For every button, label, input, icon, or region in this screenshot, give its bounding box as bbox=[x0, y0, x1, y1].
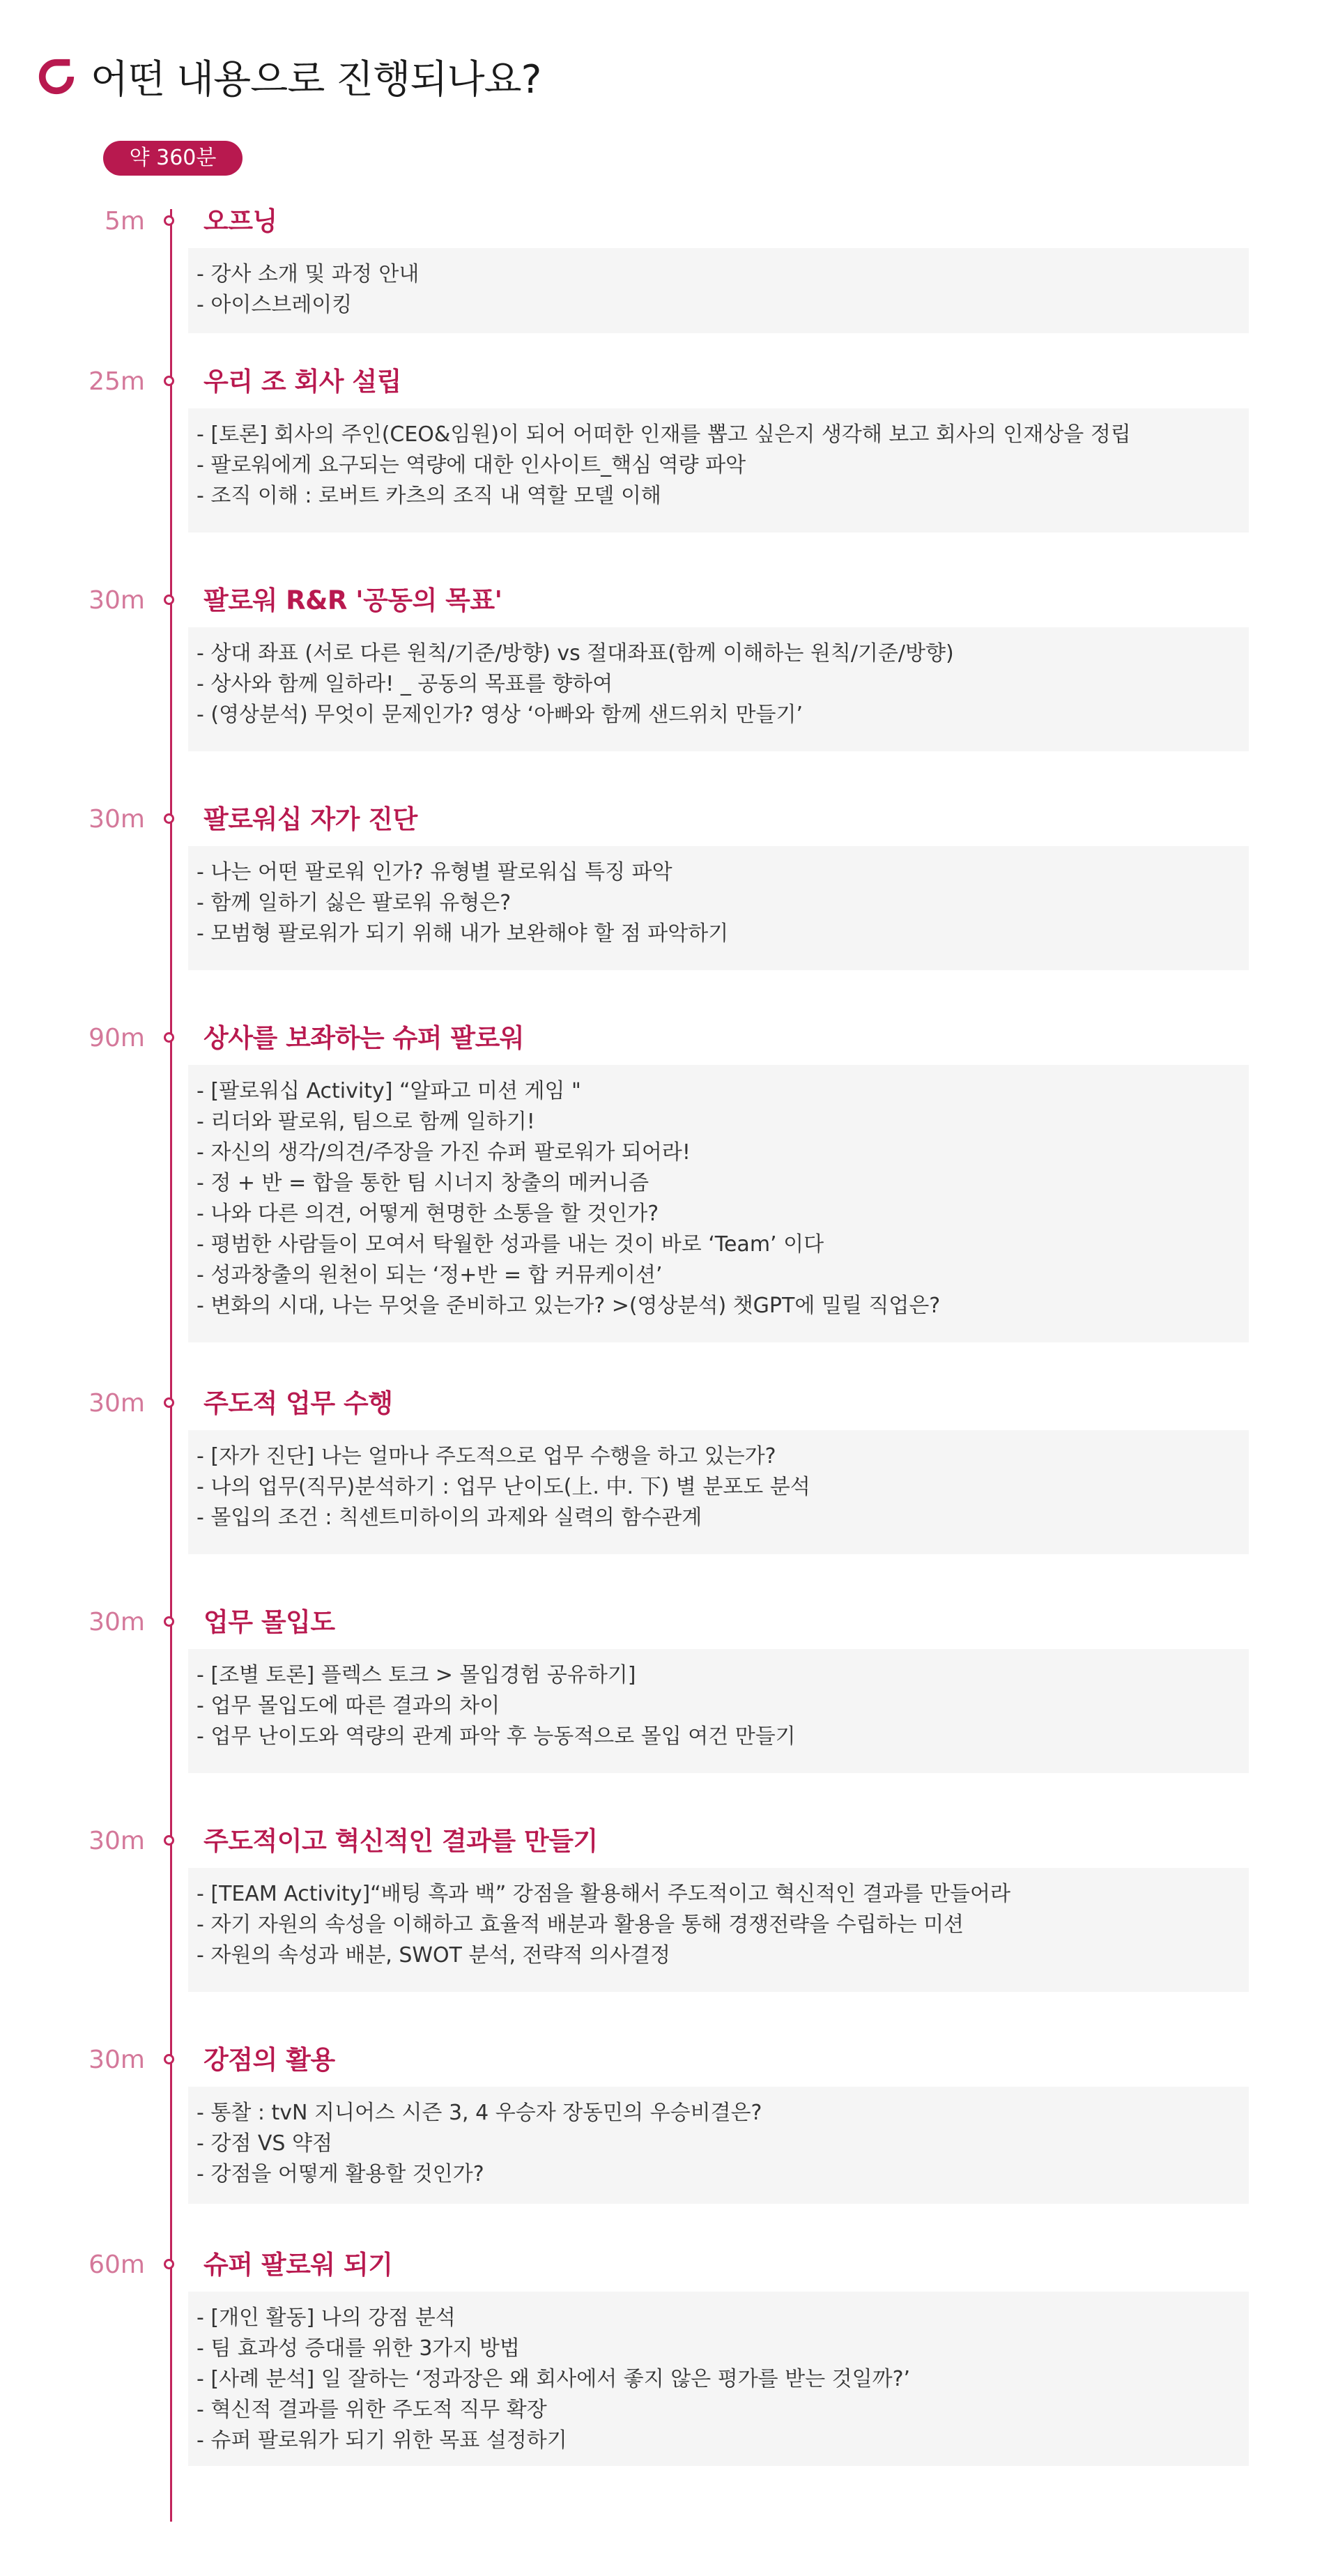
timeline-dot-icon bbox=[164, 2259, 174, 2269]
timeline-dot-icon bbox=[164, 215, 174, 226]
section-item: - [팔로워십 Activity] “알파고 미션 게임 " bbox=[197, 1079, 581, 1103]
section-item: - 자원의 속성과 배분, SWOT 분석, 전략적 의사결정 bbox=[197, 1943, 670, 1968]
section-title: 주도적 업무 수행 bbox=[203, 1388, 393, 1418]
section-duration: 60m bbox=[89, 2251, 145, 2279]
section-content-box bbox=[188, 248, 1249, 333]
section-item: - 함께 일하기 싫은 팔로워 유형은? bbox=[197, 891, 512, 915]
section-content-box bbox=[188, 1649, 1249, 1773]
page-title: 어떤 내용으로 진행되나요? bbox=[91, 57, 541, 102]
section-duration: 25m bbox=[89, 367, 145, 396]
section-item: - 상사와 함께 일하라! _ 공동의 목표를 향하여 bbox=[197, 672, 613, 696]
timeline-dot-icon bbox=[164, 2054, 174, 2064]
timeline-line bbox=[170, 209, 172, 2522]
timeline-dot-icon bbox=[164, 595, 174, 605]
section-item: - 업무 난이도와 역량의 관계 파악 후 능동적으로 몰입 여건 만들기 bbox=[197, 1724, 796, 1749]
section-item: - [TEAM Activity]“배팅 흑과 백” 강점을 활용해서 주도적이고 혁신적인 결과를 만들어라 bbox=[197, 1882, 1010, 1906]
timeline-dot-icon bbox=[164, 1835, 174, 1846]
section-duration: 30m bbox=[89, 805, 145, 834]
section-item: - 나의 업무(직무)분석하기 : 업무 난이도(上. 中. 下) 별 분포도 분석 bbox=[197, 1475, 810, 1499]
section-item: - (영상분석) 무엇이 문제인가? 영상 ‘아빠와 함께 샌드위치 만들기’ bbox=[197, 703, 803, 727]
section-duration: 30m bbox=[89, 1827, 145, 1855]
timeline-dot-icon bbox=[164, 1397, 174, 1408]
section-content-box bbox=[188, 1868, 1249, 1992]
section-item: - 강점을 어떻게 활용할 것인가? bbox=[197, 2162, 484, 2186]
section-duration: 30m bbox=[89, 1389, 145, 1418]
section-duration: 30m bbox=[89, 2046, 145, 2074]
section-item: - 성과창출의 원천이 되는 ‘정+반 = 합 커뮤케이션’ bbox=[197, 1263, 663, 1287]
section-item: - 강사 소개 및 과정 안내 bbox=[197, 262, 420, 286]
section-item: - 평범한 사람들이 모여서 탁월한 성과를 내는 것이 바로 ‘Team’ 이다 bbox=[197, 1232, 824, 1257]
section-item: - [개인 활동] 나의 강점 분석 bbox=[197, 2306, 456, 2330]
section-duration: 30m bbox=[89, 586, 145, 615]
section-item: - 나는 어떤 팔로워 인가? 유형별 팔로워십 특징 파악 bbox=[197, 860, 672, 884]
section-title: 우리 조 회사 설립 bbox=[203, 367, 401, 397]
timeline-dot-icon bbox=[164, 813, 174, 824]
section-item: - 자기 자원의 속성을 이해하고 효율적 배분과 활용을 통해 경쟁전략을 수립하는 미션 bbox=[197, 1912, 964, 1937]
section-title: 팔로워 R&R '공동의 목표' bbox=[203, 585, 502, 615]
section-duration: 5m bbox=[105, 207, 145, 236]
section-item: - 리더와 팔로워, 팀으로 함께 일하기! bbox=[197, 1110, 535, 1134]
section-item: - [자가 진단] 나는 얼마나 주도적으로 업무 수행을 하고 있는가? bbox=[197, 1444, 776, 1469]
section-item: - 자신의 생각/의견/주장을 가진 슈퍼 팔로워가 되어라! bbox=[197, 1140, 691, 1165]
section-item: - 통찰 : tvN 지니어스 시즌 3, 4 우승자 장동민의 우승비결은? bbox=[197, 2101, 762, 2125]
section-title: 팔로워십 자가 진단 bbox=[203, 804, 417, 834]
section-item: - 팀 효과성 증대를 위한 3가지 방법 bbox=[197, 2336, 520, 2361]
section-item: - 상대 좌표 (서로 다른 원칙/기준/방향) vs 절대좌표(함께 이해하는 원칙/기준/방향) bbox=[197, 641, 954, 666]
section-item: - 팔로워에게 요구되는 역량에 대한 인사이트_핵심 역량 파악 bbox=[197, 453, 746, 477]
section-content-box bbox=[188, 627, 1249, 751]
section-item: - 변화의 시대, 나는 무엇을 준비하고 있는가? >(영상분석) 챗GPT에 밀릴 직업은? bbox=[197, 1294, 941, 1318]
section-item: - 강점 VS 약점 bbox=[197, 2131, 332, 2156]
page-header bbox=[36, 50, 541, 103]
section-content-box bbox=[188, 2292, 1249, 2466]
section-duration: 30m bbox=[89, 1608, 145, 1636]
section-item: - 조직 이해 : 로버트 카츠의 조직 내 역할 모델 이해 bbox=[197, 484, 661, 508]
section-item: - 나와 다른 의견, 어떻게 현명한 소통을 할 것인가? bbox=[197, 1202, 659, 1226]
section-content-box bbox=[188, 2087, 1249, 2204]
section-item: - 아이스브레이킹 bbox=[197, 293, 353, 317]
section-item: - [조별 토론] 플렉스 토크 > 몰입경험 공유하기] bbox=[197, 1663, 636, 1687]
timeline-dot-icon bbox=[164, 1032, 174, 1043]
section-title: 오프닝 bbox=[203, 206, 277, 236]
section-title: 슈퍼 팔로워 되기 bbox=[203, 2250, 393, 2280]
section-content-box bbox=[188, 408, 1249, 532]
timeline-dot-icon bbox=[164, 376, 174, 386]
duration-badge: 약 360분 bbox=[103, 141, 243, 176]
section-content-box bbox=[188, 1430, 1249, 1554]
section-item: - [토론] 회사의 주인(CEO&임원)이 되어 어떠한 인재를 뽑고 싶은지 생각해 보고 회사의 인재상을 정립 bbox=[197, 422, 1131, 447]
section-item: - 모범형 팔로워가 되기 위해 내가 보완해야 할 점 파악하기 bbox=[197, 921, 729, 946]
section-title: 주도적이고 혁신적인 결과를 만들기 bbox=[203, 1826, 598, 1856]
brand-logo-icon bbox=[36, 56, 77, 97]
section-title: 업무 몰입도 bbox=[203, 1607, 335, 1637]
section-item: - 업무 몰입도에 따른 결과의 차이 bbox=[197, 1694, 500, 1718]
timeline-dot-icon bbox=[164, 1616, 174, 1627]
section-content-box bbox=[188, 1065, 1249, 1342]
section-content-box bbox=[188, 846, 1249, 970]
section-item: - 몰입의 조건 : 칙센트미하이의 과제와 실력의 함수관계 bbox=[197, 1505, 702, 1530]
section-item: - [사례 분석] 일 잘하는 ‘정과장은 왜 회사에서 좋지 않은 평가를 받는 것일까?’ bbox=[197, 2367, 911, 2391]
section-item: - 정 + 반 = 합을 통한 팀 시너지 창출의 메커니즘 bbox=[197, 1171, 649, 1195]
section-title: 강점의 활용 bbox=[203, 2045, 335, 2075]
section-item: - 혁신적 결과를 위한 주도적 직무 확장 bbox=[197, 2398, 547, 2422]
section-duration: 90m bbox=[89, 1024, 145, 1052]
section-item: - 슈퍼 팔로워가 되기 위한 목표 설정하기 bbox=[197, 2428, 567, 2453]
section-title: 상사를 보좌하는 슈퍼 팔로워 bbox=[203, 1023, 525, 1053]
